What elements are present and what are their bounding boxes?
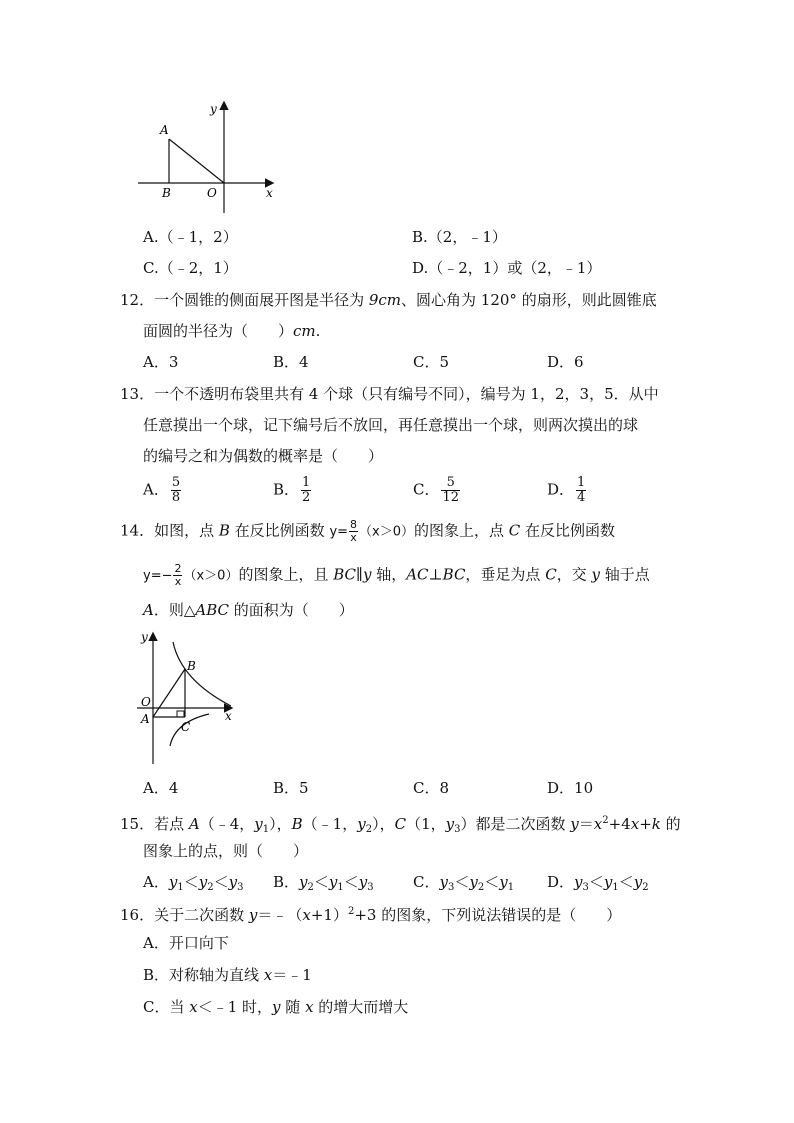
numerator: 8 <box>350 518 358 531</box>
triangle-abc: ABC <box>195 601 230 619</box>
q14-text: 在反比例函数 <box>520 521 616 540</box>
q16-text: C．当 <box>143 998 190 1016</box>
var-y: y <box>299 873 308 891</box>
label-o: O <box>207 186 217 200</box>
point-a: A <box>143 601 154 619</box>
q16-line-1 <box>120 902 621 925</box>
var-x: x <box>305 998 314 1016</box>
q15-option-d <box>547 872 649 898</box>
point-c: C <box>545 565 557 584</box>
perp-symbol: ⊥ <box>428 565 443 584</box>
denominator: 12 <box>442 490 460 505</box>
q11-option-a: A.（﹣1，2） <box>143 228 238 246</box>
q12-text: 12．一个圆锥的侧面展开图是半径为 <box>120 291 369 309</box>
q15-line-2: 图象上的点，则（ ） <box>143 842 309 860</box>
option-label: C． <box>413 480 440 499</box>
q16-option-b <box>143 965 312 985</box>
right-angle-mark <box>177 711 184 717</box>
lt-symbol: ＜ <box>213 873 229 891</box>
var-y: y <box>358 873 368 891</box>
q16-text: 16．关于二次函数 <box>120 906 249 924</box>
q14-text: 在反比例函数 <box>229 521 330 540</box>
q15-text: （﹣1， <box>302 815 358 833</box>
q15-text: ）都是二次函数 <box>460 815 571 833</box>
label-b: B <box>162 186 171 200</box>
label-b: B <box>187 659 196 673</box>
var-y: y <box>357 815 366 833</box>
q14-text: 的面积为（ ） <box>229 601 354 619</box>
subscript: 3 <box>367 882 374 893</box>
q14-text: 的图象上，点 <box>414 521 509 540</box>
label-a: A <box>141 712 150 726</box>
q16-text: 的增大而增大 <box>313 998 409 1016</box>
fraction <box>576 476 586 505</box>
q12-option-a: A．3 <box>143 353 179 371</box>
subscript: 1 <box>507 882 515 893</box>
q16-text: +3 的图象，下列说法错误的是（ ） <box>354 906 622 924</box>
subscript: 3 <box>454 824 461 835</box>
q14-text: 轴于点 <box>599 565 650 584</box>
denominator: 8 <box>171 490 181 505</box>
var-y: y <box>248 906 258 924</box>
fraction-8-over-x <box>349 519 358 544</box>
domain-condition: （x＞0） <box>183 568 239 584</box>
q14-option-a: A．4 <box>143 779 179 797</box>
q15-option-b <box>273 872 374 898</box>
var-y: y <box>445 815 455 833</box>
q15-text: （1， <box>406 815 446 833</box>
q15-option-c <box>413 872 514 898</box>
q12-unit: cm <box>293 322 316 340</box>
lt-symbol: ＜ <box>313 873 329 891</box>
q14-text: ．则△ <box>153 601 196 619</box>
label-y: y <box>210 102 217 116</box>
var-y: y <box>328 873 338 891</box>
subscript: 2 <box>207 882 214 893</box>
option-label: B． <box>273 873 300 891</box>
q14-text: ，交 <box>556 565 592 584</box>
var-y: y <box>469 873 478 891</box>
var-x: x <box>189 998 198 1016</box>
q14-option-d: D．10 <box>547 779 594 797</box>
fraction <box>171 476 181 505</box>
q15-line-1 <box>120 811 681 840</box>
fraction <box>301 476 311 505</box>
var-y: y <box>439 873 448 891</box>
q12-line-2 <box>143 321 320 341</box>
var-y: y <box>272 998 281 1016</box>
point-c: C <box>394 815 407 833</box>
option-label: C． <box>413 873 440 891</box>
label-o: O <box>141 695 151 709</box>
option-label: D． <box>547 480 575 499</box>
q16-option-a: A．开口向下 <box>143 934 229 952</box>
q11-option-c: C.（﹣2，1） <box>143 259 238 277</box>
q15-option-a <box>143 872 243 898</box>
q16-text: +1） <box>310 906 348 924</box>
lt-symbol: ＜ <box>588 873 604 891</box>
var-x: x <box>593 815 603 833</box>
q13-line-1: 13．一个不透明布袋里共有 4 个球（只有编号不同），编号为 1，2，3，5．从中 <box>120 385 659 403</box>
label-y: y <box>141 630 148 644</box>
lt-symbol: ＜ <box>454 873 470 891</box>
q15-text: 15．若点 <box>120 815 189 833</box>
q12-option-c: C．5 <box>413 353 450 371</box>
point-b: B <box>218 521 230 540</box>
var-y: y <box>574 873 583 891</box>
superscript: 2 <box>602 815 609 826</box>
segment-ab <box>153 669 185 717</box>
q11-option-d: D.（﹣2，1）或（2，﹣1） <box>412 259 602 277</box>
option-label: A． <box>143 873 169 891</box>
var-y: y <box>254 815 263 833</box>
subscript: 3 <box>447 882 455 893</box>
option-label: D． <box>547 873 575 891</box>
q15-text: +4 <box>608 815 631 833</box>
denominator: 4 <box>577 490 586 505</box>
var-k: k <box>651 815 661 833</box>
numerator: 5 <box>441 476 460 491</box>
lt-symbol: ＜ <box>484 873 500 891</box>
q12-radius: 9cm <box>368 291 402 309</box>
q14-text: 的图象上，且 <box>238 565 334 584</box>
var-y: y <box>168 873 178 891</box>
q14-line-3 <box>143 600 354 620</box>
numerator: 2 <box>174 562 182 575</box>
var-x: x <box>302 906 311 924</box>
axis-y: y <box>362 565 372 584</box>
subscript: 1 <box>337 882 344 893</box>
fraction-2-over-x <box>173 563 182 588</box>
label-c: C <box>181 720 191 734</box>
q14-option-b: B．5 <box>273 779 309 797</box>
q11-option-b: B.（2，﹣1） <box>412 228 507 246</box>
q13-option-a <box>143 476 183 505</box>
q15-text: ）， <box>269 815 292 833</box>
q13-option-d <box>547 476 588 505</box>
point-b: B <box>291 815 303 833</box>
q14-option-c: C．8 <box>413 779 450 797</box>
q16-text: 随 <box>280 998 306 1016</box>
q12-line-1 <box>120 290 657 310</box>
q16-text: B．对称轴为直线 <box>143 966 264 984</box>
point-a: A <box>188 815 200 833</box>
var-y: y <box>499 873 508 891</box>
q12-text: 、圆心角为 120° 的扇形，则此圆锥底 <box>401 291 657 309</box>
lt-symbol: ＜ <box>618 873 634 891</box>
denominator: x <box>174 575 182 588</box>
q16-option-c <box>143 997 408 1017</box>
superscript: 2 <box>347 906 355 917</box>
var-y: y <box>603 873 613 891</box>
point-c: C <box>508 521 521 540</box>
function-y: y= <box>329 524 349 540</box>
var-x: x <box>630 815 640 833</box>
subscript: 2 <box>365 824 373 835</box>
fraction <box>441 476 460 505</box>
domain-condition: （x＞0） <box>359 524 414 540</box>
q15-text: + <box>639 815 652 833</box>
lt-symbol: ＜ <box>343 873 359 891</box>
q14-text: 轴， <box>371 565 407 584</box>
q14-line-1 <box>120 519 615 544</box>
q12-option-d: D．6 <box>547 353 584 371</box>
subscript: 2 <box>642 882 649 893</box>
subscript: 1 <box>177 882 184 893</box>
q15-text: ）， <box>372 815 395 833</box>
label-a: A <box>160 123 169 137</box>
axis-y: y <box>591 565 600 584</box>
lt-symbol: ＜ <box>183 873 199 891</box>
q16-text: ＜﹣1 时， <box>197 998 273 1016</box>
q12-text: 面圆的半径为（ ） <box>143 322 294 340</box>
q12-option-b: B．4 <box>273 353 309 371</box>
label-x: x <box>225 709 232 723</box>
segment-ac: AC <box>406 565 429 584</box>
subscript: 3 <box>237 882 244 893</box>
numerator: 5 <box>171 475 181 490</box>
q16-text: ＝﹣（ <box>257 906 303 924</box>
function-y: y=− <box>143 568 173 584</box>
denominator: 2 <box>302 490 311 505</box>
parallel-symbol: ∥ <box>356 565 363 584</box>
var-y: y <box>570 815 579 833</box>
denominator: x <box>350 531 357 544</box>
numerator: 1 <box>577 475 586 490</box>
q14-text: ，垂足为点 <box>465 565 546 584</box>
q14-text: 14．如图，点 <box>120 521 219 540</box>
label-x: x <box>266 186 273 200</box>
subscript: 2 <box>307 882 314 893</box>
option-label: A． <box>143 480 169 499</box>
q15-text: ＝ <box>578 815 594 833</box>
q14-line-2 <box>143 563 650 588</box>
var-x: x <box>263 966 273 984</box>
segment-ao <box>169 139 224 183</box>
subscript: 3 <box>582 882 589 893</box>
segment-bc: BC <box>442 565 466 584</box>
q11-figure <box>130 95 290 220</box>
q13-line-3: 的编号之和为偶数的概率是（ ） <box>143 447 384 465</box>
subscript: 1 <box>612 882 619 893</box>
q12-text: . <box>315 322 321 340</box>
var-y: y <box>228 873 238 891</box>
q15-text: （﹣4， <box>199 815 255 833</box>
q13-line-2: 任意摸出一个球，记下编号后不放回，再任意摸出一个球，则两次摸出的球 <box>143 416 639 434</box>
var-y: y <box>198 873 208 891</box>
q13-option-b <box>273 476 313 505</box>
q14-figure <box>135 628 245 768</box>
q13-option-c <box>413 476 462 505</box>
var-y: y <box>633 873 643 891</box>
subscript: 1 <box>262 824 270 835</box>
q15-text: 的 <box>660 815 681 833</box>
q16-text: ＝﹣1 <box>272 966 312 984</box>
subscript: 2 <box>477 882 485 893</box>
option-label: B． <box>273 480 300 499</box>
segment-bc: BC <box>333 565 357 584</box>
numerator: 1 <box>302 475 311 490</box>
